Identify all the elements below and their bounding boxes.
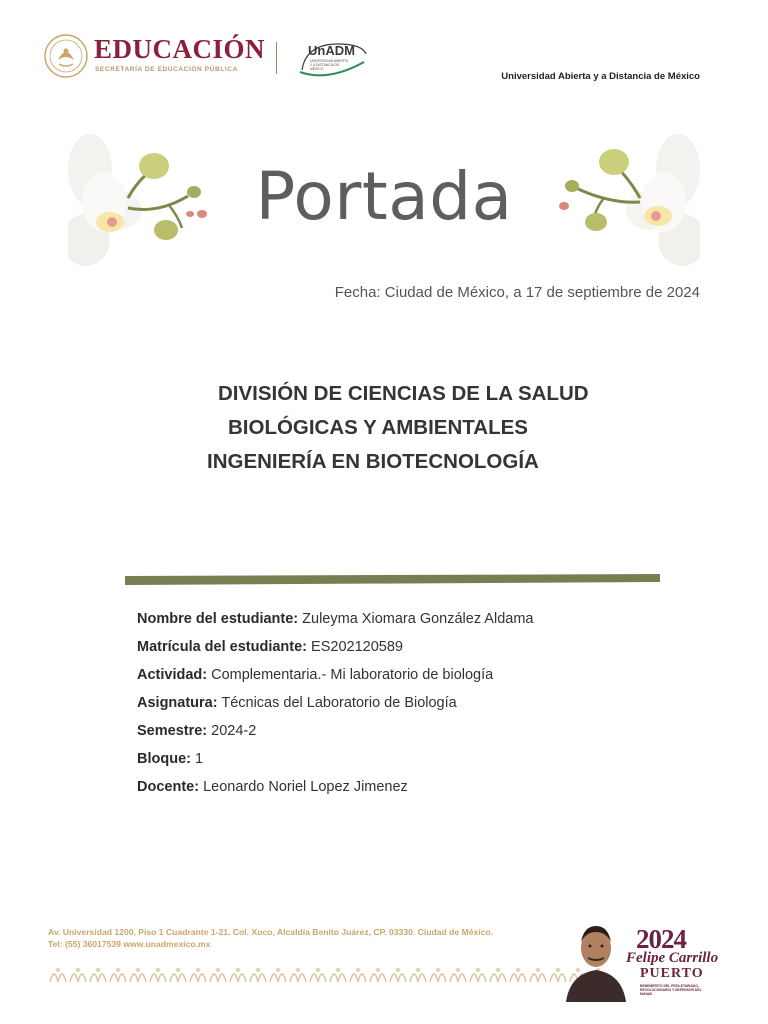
info-value: 2024-2 (207, 723, 257, 739)
footer-address (48, 926, 493, 950)
info-value: ES202120589 (307, 639, 403, 655)
carrillo-year: 2024 (636, 924, 686, 954)
date-line: Fecha: Ciudad de México, a 17 de septiembre de 2024 (334, 284, 700, 301)
info-label: Actividad: (137, 667, 208, 683)
division-line-3: INGENIERÍA EN BIOTECNOLOGÍA (207, 450, 539, 473)
info-value: Técnicas del Laboratorio de Biología (217, 695, 457, 711)
info-label: Bloque: (137, 751, 191, 767)
info-subject (137, 695, 457, 711)
decorative-rule (125, 574, 660, 585)
info-value: Complementaria.- Mi laboratorio de biología (207, 667, 494, 683)
info-block (137, 751, 203, 767)
division-line-1: DIVISIÓN DE CIENCIAS DE LA SALUD (218, 382, 589, 405)
info-student-id (137, 639, 403, 655)
info-value: 1 (190, 751, 204, 767)
info-label: Docente: (137, 779, 200, 795)
university-name: Universidad Abierta y a Distancia de México (501, 71, 700, 82)
portrait-icon (566, 918, 626, 1002)
info-label: Matrícula del estudiante: (137, 639, 308, 655)
info-teacher (137, 779, 408, 795)
footer-pattern-band (48, 962, 608, 988)
carrillo-small-text: BENEMÉRITO DEL PROLETARIADO, REVOLUCIONARIO Y DEFENSOR DEL MAYAB (640, 984, 702, 996)
carrillo-name: Felipe Carrillo (626, 950, 719, 966)
info-activity (137, 667, 493, 683)
info-value: Leonardo Noriel Lopez Jimenez (199, 779, 408, 795)
info-label: Nombre del estudiante: (137, 611, 299, 627)
division-line-2: BIOLÓGICAS Y AMBIENTALES (228, 416, 528, 439)
unadm-small-text: UNIVERSIDAD ABIERTA Y A DISTANCIA DE MÉXICO (310, 59, 348, 71)
info-student-name (137, 611, 533, 627)
sep-subtitle: SECRETARÍA DE EDUCACIÓN PÚBLICA (95, 66, 238, 73)
carrillo-puerto: PUERTO (640, 966, 704, 981)
header-divider (276, 42, 277, 74)
mexico-seal-icon (44, 34, 88, 78)
sep-title: EDUCACIÓN (94, 34, 266, 64)
unadm-name: UnADM (308, 43, 355, 58)
info-semester (137, 723, 256, 739)
footer-address-line: Av. Universidad 1200, Piso 1 Cuadrante 1-21. Col. Xoco, Alcaldía Benito Juárez, CP. 03330. Ciudad de México. (48, 927, 494, 937)
footer-contact-line: Tel: (55) 36017539 www.unadmexico.mx (48, 939, 211, 949)
info-label: Asignatura: (137, 695, 218, 711)
info-label: Semestre: (137, 723, 208, 739)
page-title: Portada (255, 158, 513, 235)
sep-logo (44, 34, 274, 86)
unadm-logo (298, 40, 368, 80)
info-value: Zuleyma Xiomara González Aldama (298, 611, 534, 627)
